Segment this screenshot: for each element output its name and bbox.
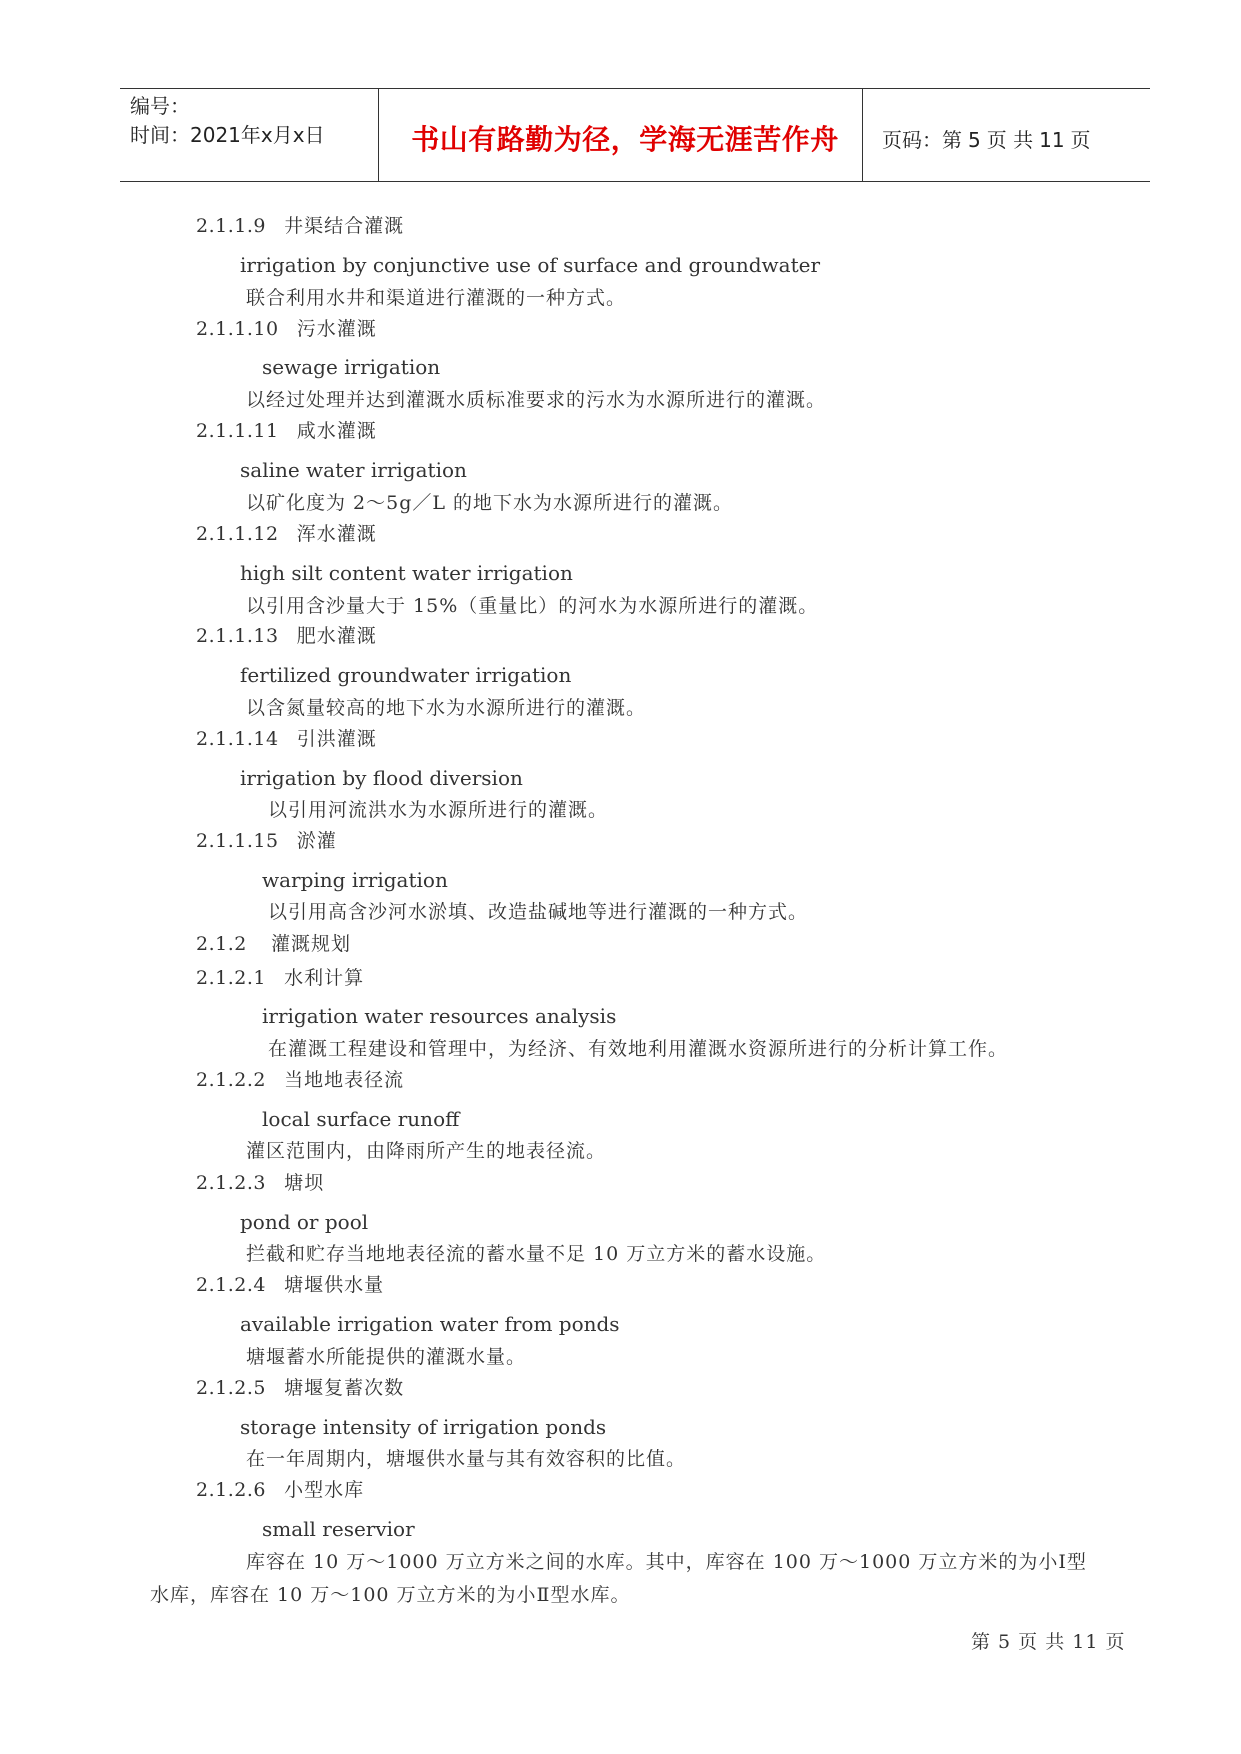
entry-definition: 库容在 10 万～1000 万立方米之间的水库。其中，库容在 100 万～1000 万立方米的为小Ⅰ型 xyxy=(246,1551,1087,1573)
header-top-rule xyxy=(120,88,1150,89)
header-motto: 书山有路勤为径，学海无涯苦作舟 xyxy=(411,123,839,156)
entry-english: sewage irrigation xyxy=(262,355,441,379)
entry-english: small reservior xyxy=(262,1517,415,1541)
entry-definition: 在一年周期内，塘堰供水量与其有效容积的比值。 xyxy=(246,1448,687,1470)
entry-definition: 以经过处理并达到灌溉水质标准要求的污水为水源所进行的灌溉。 xyxy=(246,389,827,411)
entry-english: saline water irrigation xyxy=(240,458,467,482)
entry-heading: 2.1.2.2 当地地表径流 xyxy=(196,1069,405,1091)
header-left-cell xyxy=(130,92,325,150)
entry-definition: 拦截和贮存当地地表径流的蓄水量不足 10 万立方米的蓄水设施。 xyxy=(246,1243,827,1265)
entry-definition: 以引用含沙量大于 15%（重量比）的河水为水源所进行的灌溉。 xyxy=(246,595,819,617)
header-divider-left xyxy=(378,88,379,181)
entry-definition: 以矿化度为 2～5g／L 的地下水为水源所进行的灌溉。 xyxy=(246,492,734,514)
page-footer: 第 5 页 共 11 页 xyxy=(971,1631,1126,1653)
entry-heading: 2.1.1.9 井渠结合灌溉 xyxy=(196,215,405,237)
page-code-label: 页码：第 xyxy=(882,128,962,152)
page-current: 5 xyxy=(968,128,981,152)
entry-english: irrigation by conjunctive use of surface and groundwater xyxy=(240,253,820,277)
entry-english: local surface runoff xyxy=(262,1107,460,1131)
entry-heading: 2.1.2.3 塘坝 xyxy=(196,1172,325,1194)
entry-english: irrigation by flood diversion xyxy=(240,766,523,790)
entry-heading: 2.1.1.13 肥水灌溉 xyxy=(196,625,377,647)
time-label: 时间：2021年x月x日 xyxy=(130,123,325,147)
number-label: 编号： xyxy=(130,94,190,118)
entry-definition: 以引用河流洪水为水源所进行的灌溉。 xyxy=(268,799,609,821)
entry-heading: 2.1.1.15 淤灌 xyxy=(196,830,337,852)
entry-english: available irrigation water from ponds xyxy=(240,1312,620,1336)
entry-heading: 2.1.2.6 小型水库 xyxy=(196,1479,365,1501)
entry-heading: 2.1.2.4 塘堰供水量 xyxy=(196,1274,385,1296)
entry-english: pond or pool xyxy=(240,1210,369,1234)
entry-definition: 在灌溉工程建设和管理中，为经济、有效地利用灌溉水资源所进行的分析计算工作。 xyxy=(268,1038,1009,1060)
entry-definition: 以引用高含沙河水淤填、改造盐碱地等进行灌溉的一种方式。 xyxy=(268,901,809,923)
entry-heading: 2.1.1.11 咸水灌溉 xyxy=(196,420,377,442)
page-mid: 页 共 xyxy=(986,128,1034,152)
entry-heading: 2.1.1.14 引洪灌溉 xyxy=(196,728,377,750)
section-heading: 2.1.2 灌溉规划 xyxy=(196,933,352,955)
entry-heading: 2.1.2.5 塘堰复蓄次数 xyxy=(196,1377,405,1399)
header-bottom-rule xyxy=(120,181,1150,182)
entry-definition: 以含氮量较高的地下水为水源所进行的灌溉。 xyxy=(246,697,647,719)
entry-heading: 2.1.1.12 浑水灌溉 xyxy=(196,523,377,545)
entry-definition-continued: 水库，库容在 10 万～100 万立方米的为小Ⅱ型水库。 xyxy=(150,1584,631,1606)
entry-heading: 2.1.2.1 水利计算 xyxy=(196,967,365,989)
entry-definition: 灌区范围内，由降雨所产生的地表径流。 xyxy=(246,1140,607,1162)
entry-english: high silt content water irrigation xyxy=(240,561,573,585)
page-total: 11 xyxy=(1039,128,1065,152)
entry-english: warping irrigation xyxy=(262,868,448,892)
entry-definition: 联合利用水井和渠道进行灌溉的一种方式。 xyxy=(246,287,627,309)
entry-english: fertilized groundwater irrigation xyxy=(240,663,572,687)
entry-heading: 2.1.1.10 污水灌溉 xyxy=(196,318,377,340)
page-end: 页 xyxy=(1070,128,1091,152)
entry-english: storage intensity of irrigation ponds xyxy=(240,1415,607,1439)
entry-definition: 塘堰蓄水所能提供的灌溉水量。 xyxy=(246,1346,527,1368)
header-page-code xyxy=(882,124,1097,153)
entry-english: irrigation water resources analysis xyxy=(262,1004,617,1028)
